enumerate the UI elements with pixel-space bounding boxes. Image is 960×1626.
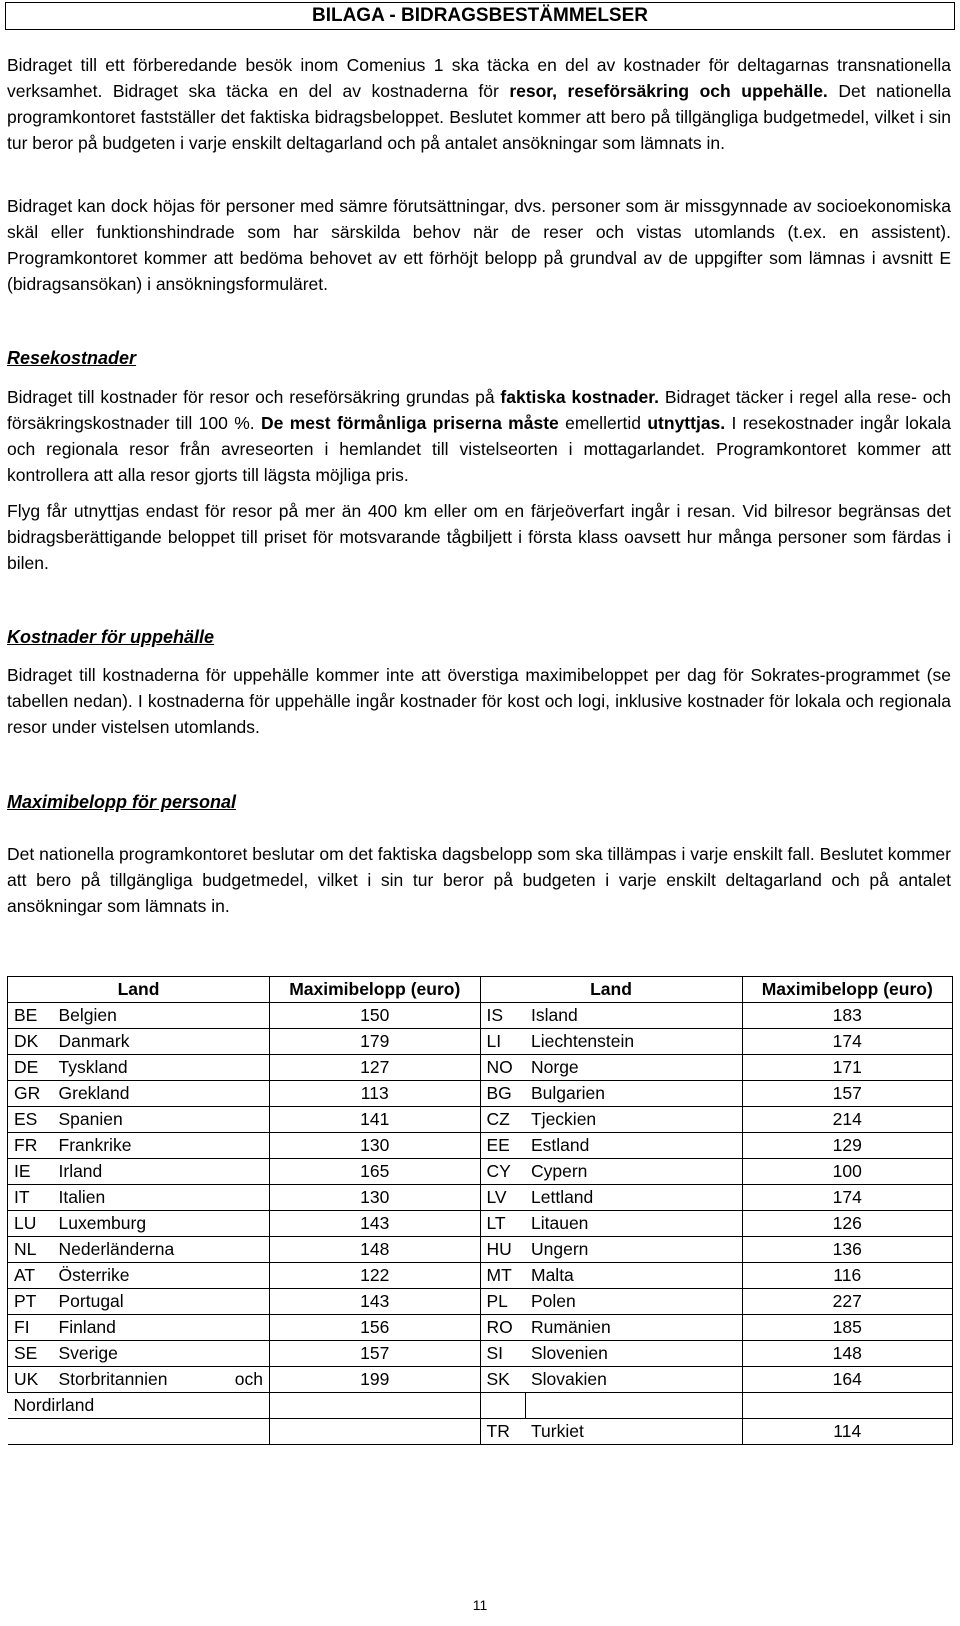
country-code: ES xyxy=(8,1107,53,1133)
table-row xyxy=(8,1133,953,1159)
country-name: Litauen xyxy=(525,1211,742,1237)
text-run: Bidraget till ett förberedande besök inom Comenius 1 ska täcka en del av kostnader för deltagarnas transnationella verksamhet. Bidraget ska täcka en del av kostnaderna för xyxy=(7,55,951,101)
resekostnader-paragraph-1 xyxy=(7,384,951,488)
table-row xyxy=(8,1237,953,1263)
country-name: Frankrike xyxy=(53,1133,270,1159)
country-code: LU xyxy=(8,1211,53,1237)
amount: 113 xyxy=(270,1081,481,1107)
country-name: Norge xyxy=(525,1055,742,1081)
amount: 126 xyxy=(742,1211,953,1237)
country-code: IE xyxy=(8,1159,53,1185)
heading-resekostnader: Resekostnader xyxy=(7,348,137,368)
amount: 143 xyxy=(270,1211,481,1237)
country-name: Turkiet xyxy=(525,1419,742,1445)
country-code: IT xyxy=(8,1185,53,1211)
table-row xyxy=(8,1003,953,1029)
bold-text: De mest förmånliga priserna måste xyxy=(261,413,559,433)
country-name: Slovenien xyxy=(525,1341,742,1367)
table-row xyxy=(8,1029,953,1055)
country-name: Cypern xyxy=(525,1159,742,1185)
amount: 148 xyxy=(270,1237,481,1263)
header-land-left: Land xyxy=(8,977,270,1003)
resekostnader-paragraph-2: Flyg får utnyttjas endast för resor på mer än 400 km eller om en färjeöverfart ingår i resan. Vid bilresor begränsas det bidragsberättigande beloppet till priset för motsvarande tågbiljett i första klass oavsett hur många personer som färdas i bilen. xyxy=(7,501,951,573)
country-code: SK xyxy=(480,1367,525,1393)
amount: 164 xyxy=(742,1367,953,1393)
appendix-title: BILAGA - BIDRAGSBESTÄMMELSER xyxy=(5,2,955,30)
table-row xyxy=(8,1211,953,1237)
empty-cell xyxy=(742,1393,953,1419)
country-name: Lettland xyxy=(525,1185,742,1211)
country-name: Malta xyxy=(525,1263,742,1289)
text-run: emellertid xyxy=(558,413,648,433)
country-name: Luxemburg xyxy=(53,1211,270,1237)
country-code: GR xyxy=(8,1081,53,1107)
table-header-row xyxy=(8,977,953,1003)
country-name: Irland xyxy=(53,1159,270,1185)
amount xyxy=(270,1419,481,1445)
country-name: Bulgarien xyxy=(525,1081,742,1107)
text-run: I resekostnader ingår lokala och regionala resor från avreseorten i hemlandet till vistelseorten i mottagarlandet. Programkontoret kommer att kontrollera att alla resor gjorts till lägsta möjliga pris. xyxy=(7,413,951,485)
heading-maximibelopp: Maximibelopp för personal xyxy=(7,792,237,812)
rates-table xyxy=(7,976,953,1445)
country-name: Estland xyxy=(525,1133,742,1159)
country-name: Spanien xyxy=(53,1107,270,1133)
rates-table-body xyxy=(8,1003,953,1445)
amount: 148 xyxy=(742,1341,953,1367)
country-code: CY xyxy=(480,1159,525,1185)
amount: 171 xyxy=(742,1055,953,1081)
country-name: Portugal xyxy=(53,1289,270,1315)
table-row xyxy=(8,1289,953,1315)
country-name: Island xyxy=(525,1003,742,1029)
country-code: SI xyxy=(480,1341,525,1367)
amount: 136 xyxy=(742,1237,953,1263)
intro-paragraph-2: Bidraget kan dock höjas för personer med sämre förutsättningar, dvs. personer som är missgynnade av socioekonomiska skäl eller funktionshindrade som har särskilda behov när de reser och vistas utomlands (t.ex. en assistent). Programkontoret kommer att bedöma behovet av ett förhöjt belopp på grundval av de uppgifter som lämnas i avsnitt E (bidragsansökan) i ansökningsformuläret. xyxy=(7,196,951,294)
country-name: Grekland xyxy=(53,1081,270,1107)
amount: 174 xyxy=(742,1185,953,1211)
intro-paragraph-1 xyxy=(7,52,951,156)
country-code: CZ xyxy=(480,1107,525,1133)
amount: 157 xyxy=(742,1081,953,1107)
amount: 165 xyxy=(270,1159,481,1185)
country-code: BE xyxy=(8,1003,53,1029)
table-row xyxy=(8,1419,953,1445)
amount: 156 xyxy=(270,1315,481,1341)
country-code: SE xyxy=(8,1341,53,1367)
table-row xyxy=(8,1185,953,1211)
amount: 130 xyxy=(270,1185,481,1211)
header-land-right: Land xyxy=(480,977,742,1003)
amount: 179 xyxy=(270,1029,481,1055)
amount: 157 xyxy=(270,1341,481,1367)
country-name: Tjeckien xyxy=(525,1107,742,1133)
amount: 143 xyxy=(270,1289,481,1315)
amount: 141 xyxy=(270,1107,481,1133)
country-name: Polen xyxy=(525,1289,742,1315)
country-name: Slovakien xyxy=(525,1367,742,1393)
country-code: LT xyxy=(480,1211,525,1237)
country-name: Italien xyxy=(53,1185,270,1211)
country-name: Rumänien xyxy=(525,1315,742,1341)
table-row xyxy=(8,1081,953,1107)
amount: 129 xyxy=(742,1133,953,1159)
table-row xyxy=(8,1315,953,1341)
country-name: Ungern xyxy=(525,1237,742,1263)
country-name: Finland xyxy=(53,1315,270,1341)
country-name-part: och xyxy=(234,1369,263,1389)
country-code: MT xyxy=(480,1263,525,1289)
country-name: Österrike xyxy=(53,1263,270,1289)
amount: 199 xyxy=(270,1367,481,1393)
header-amount-right: Maximibelopp (euro) xyxy=(742,977,953,1003)
country-code: BG xyxy=(480,1081,525,1107)
amount: 130 xyxy=(270,1133,481,1159)
amount: 185 xyxy=(742,1315,953,1341)
amount: 114 xyxy=(742,1419,953,1445)
country-code: DK xyxy=(8,1029,53,1055)
table-row xyxy=(8,1393,953,1419)
bold-text: utnyttjas. xyxy=(647,413,726,433)
country-code: PL xyxy=(480,1289,525,1315)
country-code: PT xyxy=(8,1289,53,1315)
empty-cell xyxy=(480,1393,525,1419)
country-code: NL xyxy=(8,1237,53,1263)
table-row xyxy=(8,1055,953,1081)
country-name xyxy=(8,1419,270,1445)
bold-text: faktiska kostnader. xyxy=(500,387,659,407)
country-code: AT xyxy=(8,1263,53,1289)
country-code: LV xyxy=(480,1185,525,1211)
text-run: Bidraget till kostnader för resor och reseförsäkring grundas på xyxy=(7,387,501,407)
amount: 183 xyxy=(742,1003,953,1029)
country-name-part: Storbritannien xyxy=(58,1369,168,1389)
country-code: TR xyxy=(480,1419,525,1445)
empty-cell xyxy=(525,1393,742,1419)
country-code: IS xyxy=(480,1003,525,1029)
table-row xyxy=(8,1159,953,1185)
amount: 122 xyxy=(270,1263,481,1289)
table-row xyxy=(8,1107,953,1133)
country-name: Tyskland xyxy=(53,1055,270,1081)
country-name: Danmark xyxy=(53,1029,270,1055)
amount: 227 xyxy=(742,1289,953,1315)
table-row xyxy=(8,1341,953,1367)
uppehalle-paragraph: Bidraget till kostnaderna för uppehälle kommer inte att överstiga maximibeloppet per dag för Sokrates-programmet (se tabellen nedan). I kostnaderna för uppehälle ingår kostnader för kost och logi, inklusive kostnader för lokala och regionala resor under vistelsen utomlands. xyxy=(7,665,951,737)
country-code: HU xyxy=(480,1237,525,1263)
amount: 127 xyxy=(270,1055,481,1081)
header-amount-left: Maximibelopp (euro) xyxy=(270,977,481,1003)
country-name: Belgien xyxy=(53,1003,270,1029)
amount: 150 xyxy=(270,1003,481,1029)
country-name xyxy=(53,1367,270,1393)
country-name-continued: Nordirland xyxy=(8,1393,270,1419)
country-code: FR xyxy=(8,1133,53,1159)
country-code: EE xyxy=(480,1133,525,1159)
country-code: UK xyxy=(8,1367,53,1393)
country-code: FI xyxy=(8,1315,53,1341)
heading-uppehalle: Kostnader för uppehälle xyxy=(7,627,215,647)
page-number: 11 xyxy=(472,1597,488,1613)
country-code: RO xyxy=(480,1315,525,1341)
country-code: LI xyxy=(480,1029,525,1055)
amount: 214 xyxy=(742,1107,953,1133)
table-row xyxy=(8,1367,953,1393)
text-run: Det nationella programkontoret fastställer det faktiska bidragsbeloppet. Beslutet kommer att bero på tillgängliga budgetmedel, vilket i sin tur beror på budgeten i varje enskilt deltagarland och på antalet ansökningar som lämnats in. xyxy=(7,81,951,153)
amount: 174 xyxy=(742,1029,953,1055)
country-name: Sverige xyxy=(53,1341,270,1367)
country-name: Nederländerna xyxy=(53,1237,270,1263)
amount-empty xyxy=(270,1393,481,1419)
country-name: Liechtenstein xyxy=(525,1029,742,1055)
amount: 100 xyxy=(742,1159,953,1185)
country-code: DE xyxy=(8,1055,53,1081)
text-run: Bidraget täcker i regel alla rese- och försäkringskostnader till 100 %. xyxy=(7,387,951,433)
maximibelopp-paragraph: Det nationella programkontoret beslutar om det faktiska dagsbelopp som ska tillämpas i varje enskilt fall. Beslutet kommer att bero på tillgängliga budgetmedel, vilket i sin tur beror på budgeten i varje enskilt deltagarland och på antalet ansökningar som lämnats in. xyxy=(7,844,951,916)
bold-text: resor, reseförsäkring och uppehälle. xyxy=(509,81,828,101)
country-code: NO xyxy=(480,1055,525,1081)
amount: 116 xyxy=(742,1263,953,1289)
table-row xyxy=(8,1263,953,1289)
